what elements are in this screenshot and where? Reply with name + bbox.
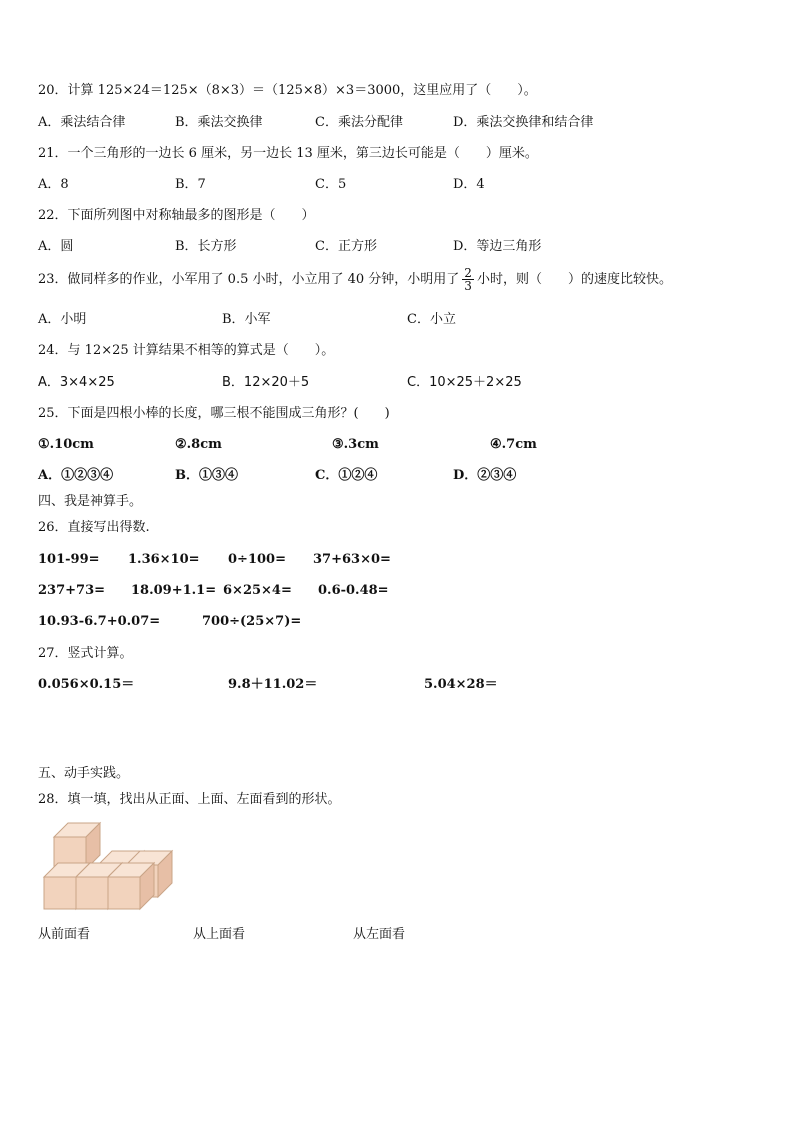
q27-item-1: 0.056×0.15＝ (38, 677, 135, 692)
q28-label-front: 从前面看 (38, 927, 91, 942)
q25-option-b[interactable]: B．①③④ (175, 468, 238, 483)
q26-stem: 26．直接写出得数. (38, 520, 150, 535)
q24-option-c[interactable]: C．10×25＋2×25 (407, 375, 522, 390)
q24-option-a[interactable]: A．3×4×25 (38, 375, 115, 390)
q26-r1-c3: 0÷100= (228, 552, 286, 567)
q21-stem: 21．一个三角形的一边长 6 厘米，另一边长 13 厘米，第三边长可能是（ ）厘米。 (38, 146, 538, 161)
q21-option-d[interactable]: D．4 (453, 177, 485, 192)
q23-stem (38, 266, 672, 294)
q27-stem: 27．竖式计算。 (38, 646, 133, 661)
q25-option-d[interactable]: D．②③④ (453, 468, 517, 483)
q26-r3-c1: 10.93-6.7+0.07= (38, 614, 161, 629)
q23-fraction-denominator: 3 (464, 279, 472, 293)
q22-stem: 22．下面所列图中对称轴最多的图形是（ ） (38, 208, 315, 223)
q28-label-top: 从上面看 (193, 927, 246, 942)
q25-stick-4: ④.7cm (490, 437, 537, 452)
q27-item-2: 9.8＋11.02＝ (228, 677, 318, 692)
q22-option-d[interactable]: D．等边三角形 (453, 239, 542, 254)
q21-option-c[interactable]: C．5 (315, 177, 347, 192)
q25-option-a[interactable]: A．①②③④ (38, 468, 114, 483)
q23-fraction-numerator: 2 (464, 266, 472, 280)
q23-stem-after: 小时，则（ ）的速度比较快。 (476, 272, 672, 287)
cube-stack-figure (40, 815, 175, 915)
q28-stem: 28．填一填，找出从正面、上面、左面看到的形状。 (38, 792, 341, 807)
q21-option-a[interactable]: A．8 (38, 177, 69, 192)
q26-r2-c4: 0.6-0.48= (318, 583, 389, 598)
section-4-heading: 四、我是神算手。 (38, 494, 143, 509)
q20-option-b[interactable]: B．乘法交换律 (175, 115, 263, 130)
q26-r3-c2: 700÷(25×7)= (202, 614, 302, 629)
q20-option-c[interactable]: C．乘法分配律 (315, 115, 403, 130)
q25-stem: 25．下面是四根小棒的长度，哪三根不能围成三角形？( ) (38, 406, 390, 421)
q27-item-3: 5.04×28＝ (424, 677, 498, 692)
q20-option-d[interactable]: D．乘法交换律和结合律 (453, 115, 594, 130)
q25-stick-1: ①.10cm (38, 437, 94, 452)
q24-stem: 24．与 12×25 计算结果不相等的算式是（ ）。 (38, 343, 335, 358)
q24-option-b[interactable]: B．12×20＋5 (222, 375, 310, 390)
q28-label-left: 从左面看 (353, 927, 406, 942)
q23-fraction (462, 267, 474, 292)
cube-front-1-front (44, 877, 76, 909)
cube-front-2-front (76, 877, 108, 909)
q25-stick-3: ③.3cm (332, 437, 379, 452)
q26-r1-c2: 1.36×10= (128, 552, 200, 567)
q21-option-b[interactable]: B．7 (175, 177, 206, 192)
q20-stem: 20．计算 125×24＝125×（8×3）＝（125×8）×3＝3000，这里应用了（ ）。 (38, 83, 537, 98)
cubes (44, 823, 172, 909)
q23-stem-before: 23．做同样多的作业，小军用了 0.5 小时，小立用了 40 分钟，小明用了 (38, 272, 460, 287)
q26-r2-c3: 6×25×4= (223, 583, 292, 598)
q26-r1-c4: 37+63×0= (313, 552, 391, 567)
q26-r2-c2: 18.09+1.1= (131, 583, 217, 598)
q23-option-a[interactable]: A．小明 (38, 312, 87, 327)
q25-stick-2: ②.8cm (175, 437, 222, 452)
q26-r1-c1: 101-99= (38, 552, 100, 567)
q23-option-c[interactable]: C．小立 (407, 312, 456, 327)
q22-option-b[interactable]: B．长方形 (175, 239, 237, 254)
section-5-heading: 五、动手实践。 (38, 766, 130, 781)
q20-option-a[interactable]: A．乘法结合律 (38, 115, 126, 130)
q23-option-b[interactable]: B．小军 (222, 312, 271, 327)
q22-option-a[interactable]: A．圆 (38, 239, 74, 254)
q22-option-c[interactable]: C．正方形 (315, 239, 377, 254)
q25-option-c[interactable]: C．①②④ (315, 468, 378, 483)
q26-r2-c1: 237+73= (38, 583, 106, 598)
cube-front-3-front (108, 877, 140, 909)
